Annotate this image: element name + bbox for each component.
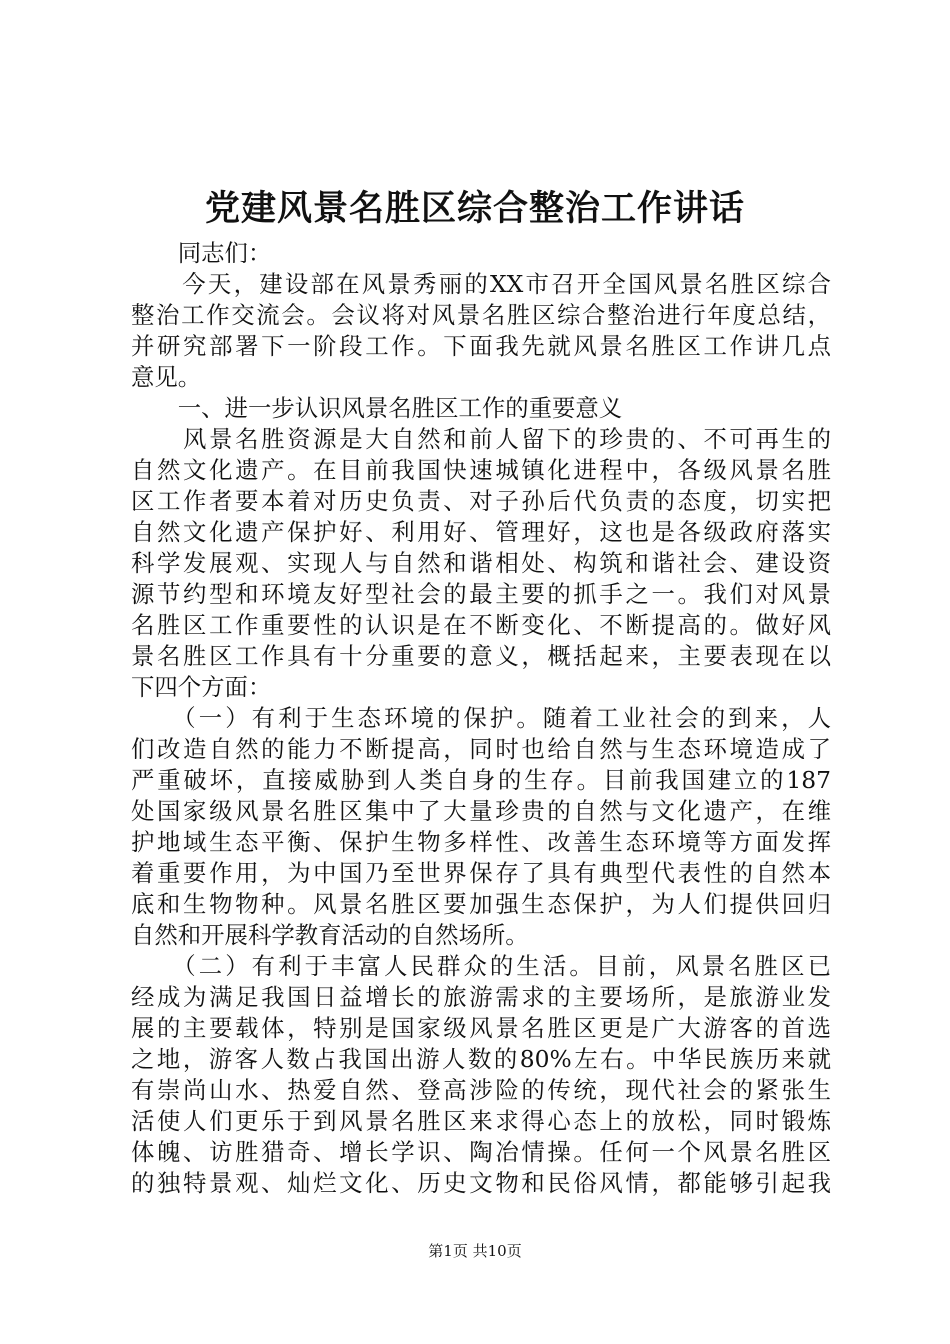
body-line: 科学发展观、实现人与自然和谐相处、构筑和谐社会、建设资 xyxy=(131,549,831,577)
body-line: 自然文化遗产保护好、利用好、管理好，这也是各级政府落实 xyxy=(131,518,831,546)
body-line: 处国家级风景名胜区集中了大量珍贵的自然与文化遗产，在维 xyxy=(131,797,831,825)
body-line: （一）有利于生态环境的保护。随着工业社会的到来，人 xyxy=(131,704,831,732)
body-line: 源节约型和环境友好型社会的最主要的抓手之一。我们对风景 xyxy=(131,580,831,608)
body-line: 自然文化遗产。在目前我国快速城镇化进程中，各级风景名胜 xyxy=(131,456,831,484)
body-line: 严重破坏，直接威胁到人类自身的生存。目前我国建立的187 xyxy=(131,766,831,794)
body-line: 同志们： xyxy=(131,239,272,267)
body-line: 整治工作交流会。会议将对风景名胜区综合整治进行年度总结， xyxy=(131,301,831,329)
section-heading: 一、进一步认识风景名胜区工作的重要意义 xyxy=(131,394,623,422)
body-line: 展的主要载体，特别是国家级风景名胜区更是广大游客的首选 xyxy=(131,1014,831,1042)
body-line: 意见。 xyxy=(131,363,202,391)
body-line: 区工作者要本着对历史负责、对子孙后代负责的态度，切实把 xyxy=(131,487,831,515)
body-line: 下四个方面： xyxy=(131,673,272,701)
body-line: 风景名胜资源是大自然和前人留下的珍贵的、不可再生的 xyxy=(131,425,831,453)
page-footer: 第1页 共10页 xyxy=(428,1242,522,1260)
body-line: （二）有利于丰富人民群众的生活。目前，风景名胜区已 xyxy=(131,952,831,980)
body-line: 着重要作用，为中国乃至世界保存了具有典型代表性的自然本 xyxy=(131,859,831,887)
body-line: 们改造自然的能力不断提高，同时也给自然与生态环境造成了 xyxy=(131,735,831,763)
body-line: 并研究部署下一阶段工作。下面我先就风景名胜区工作讲几点 xyxy=(131,332,831,360)
body-line: 底和生物物种。风景名胜区要加强生态保护，为人们提供回归 xyxy=(131,890,831,918)
body-line: 之地，游客人数占我国出游人数的80%左右。中华民族历来就 xyxy=(131,1045,831,1073)
body-line: 今天，建设部在风景秀丽的XX市召开全国风景名胜区综合 xyxy=(131,270,831,298)
document-title: 党建风景名胜区综合整治工作讲话 xyxy=(204,188,745,229)
body-line: 名胜区工作重要性的认识是在不断变化、不断提高的。做好风 xyxy=(131,611,831,639)
body-line: 活使人们更乐于到风景名胜区来求得心态上的放松，同时锻炼 xyxy=(131,1107,831,1135)
body-line: 自然和开展科学教育活动的自然场所。 xyxy=(131,921,529,949)
body-line: 经成为满足我国日益增长的旅游需求的主要场所，是旅游业发 xyxy=(131,983,831,1011)
body-line: 有崇尚山水、热爱自然、登高涉险的传统，现代社会的紧张生 xyxy=(131,1076,831,1104)
body-line: 护地域生态平衡、保护生物多样性、改善生态环境等方面发挥 xyxy=(131,828,831,856)
body-line: 体魄、访胜猎奇、增长学识、陶冶情操。任何一个风景名胜区 xyxy=(131,1138,831,1166)
body-line: 景名胜区工作具有十分重要的意义，概括起来，主要表现在以 xyxy=(131,642,831,670)
body-line: 的独特景观、灿烂文化、历史文物和民俗风情，都能够引起我 xyxy=(131,1169,831,1197)
